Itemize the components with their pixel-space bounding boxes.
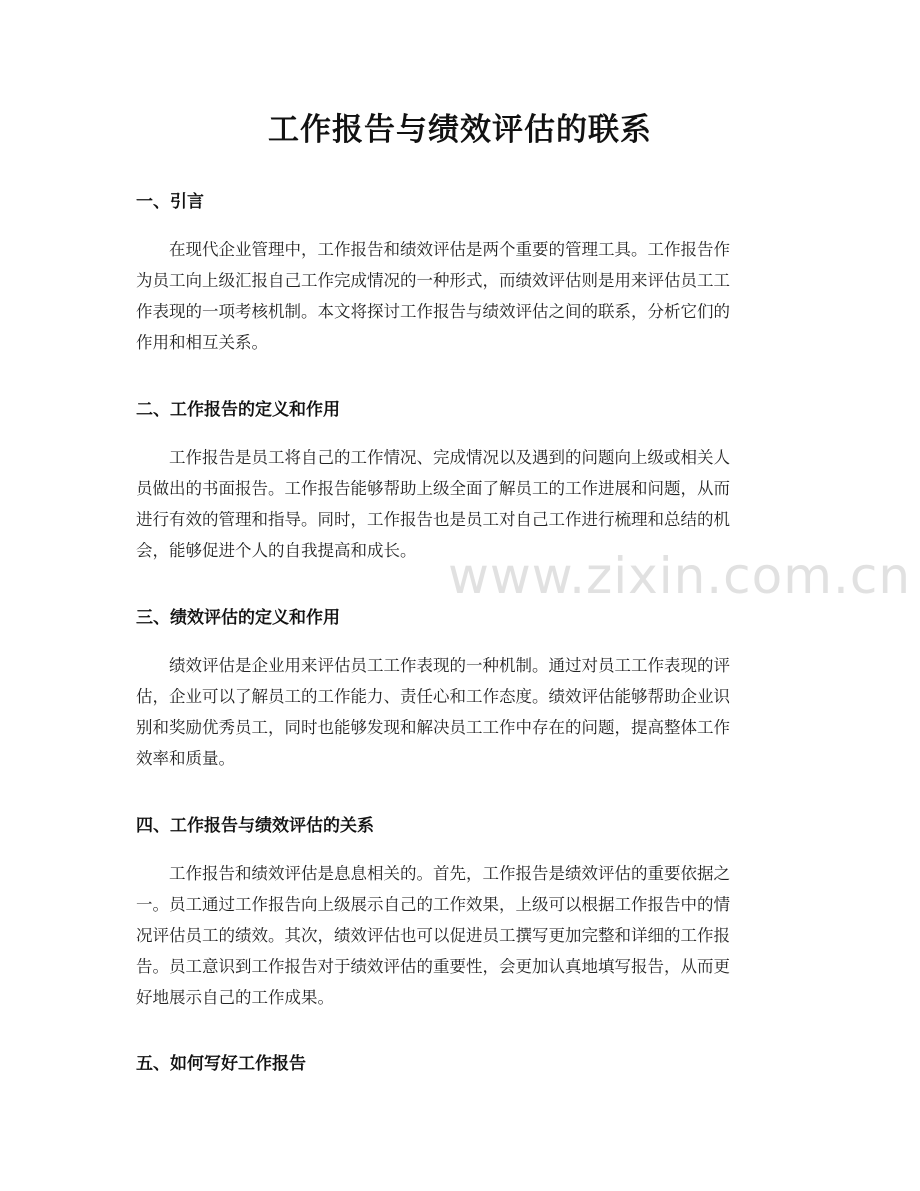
paragraph-line: 工作报告和绩效评估是息息相关的。首先，工作报告是绩效评估的重要依据之 bbox=[169, 864, 730, 883]
document-title: 工作报告与绩效评估的联系 bbox=[268, 112, 652, 148]
paragraph-line: 告。员工意识到工作报告对于绩效评估的重要性，会更加认真地填写报告，从而更 bbox=[136, 957, 730, 976]
paragraph-line: 会，能够促进个人的自我提高和成长。 bbox=[136, 541, 417, 560]
section-heading-how-to-write: 五、如何写好工作报告 bbox=[136, 1054, 306, 1074]
paragraph-line: 别和奖励优秀员工，同时也能够发现和解决员工工作中存在的问题，提高整体工作 bbox=[136, 718, 730, 737]
section-heading-relationship: 四、工作报告与绩效评估的关系 bbox=[136, 816, 374, 836]
paragraph-line: 一。员工通过工作报告向上级展示自己的工作效果，上级可以根据工作报告中的情 bbox=[136, 895, 730, 914]
paragraph-line: 作用和相互关系。 bbox=[136, 333, 268, 352]
paragraph-line: 作表现的一项考核机制。本文将探讨工作报告与绩效评估之间的联系，分析它们的 bbox=[136, 302, 730, 321]
section-heading-evaluation-definition: 三、绩效评估的定义和作用 bbox=[136, 608, 340, 628]
paragraph-line: 况评估员工的绩效。其次，绩效评估也可以促进员工撰写更加完整和详细的工作报 bbox=[136, 926, 730, 945]
section-heading-report-definition: 二、工作报告的定义和作用 bbox=[136, 400, 340, 420]
paragraph-line: 效率和质量。 bbox=[136, 749, 235, 768]
paragraph-line: 好地展示自己的工作成果。 bbox=[136, 988, 334, 1007]
paragraph-line: 进行有效的管理和指导。同时，工作报告也是员工对自己工作进行梳理和总结的机 bbox=[136, 510, 730, 529]
section-paragraph-evaluation-definition bbox=[136, 652, 788, 776]
watermark-text: www.zixin.com.cn bbox=[448, 547, 912, 605]
paragraph-line: 员做出的书面报告。工作报告能够帮助上级全面了解员工的工作进展和问题，从而 bbox=[136, 479, 730, 498]
section-paragraph-relationship bbox=[136, 860, 788, 1015]
section-paragraph-intro bbox=[136, 236, 788, 360]
paragraph-line: 在现代企业管理中，工作报告和绩效评估是两个重要的管理工具。工作报告作 bbox=[169, 240, 730, 259]
paragraph-line: 为员工向上级汇报自己工作完成情况的一种形式，而绩效评估则是用来评估员工工 bbox=[136, 271, 730, 290]
paragraph-line: 估，企业可以了解员工的工作能力、责任心和工作态度。绩效评估能够帮助企业识 bbox=[136, 687, 730, 706]
paragraph-line: 工作报告是员工将自己的工作情况、完成情况以及遇到的问题向上级或相关人 bbox=[169, 448, 730, 467]
section-heading-intro: 一、引言 bbox=[136, 192, 204, 212]
paragraph-line: 绩效评估是企业用来评估员工工作表现的一种机制。通过对员工工作表现的评 bbox=[169, 656, 730, 675]
